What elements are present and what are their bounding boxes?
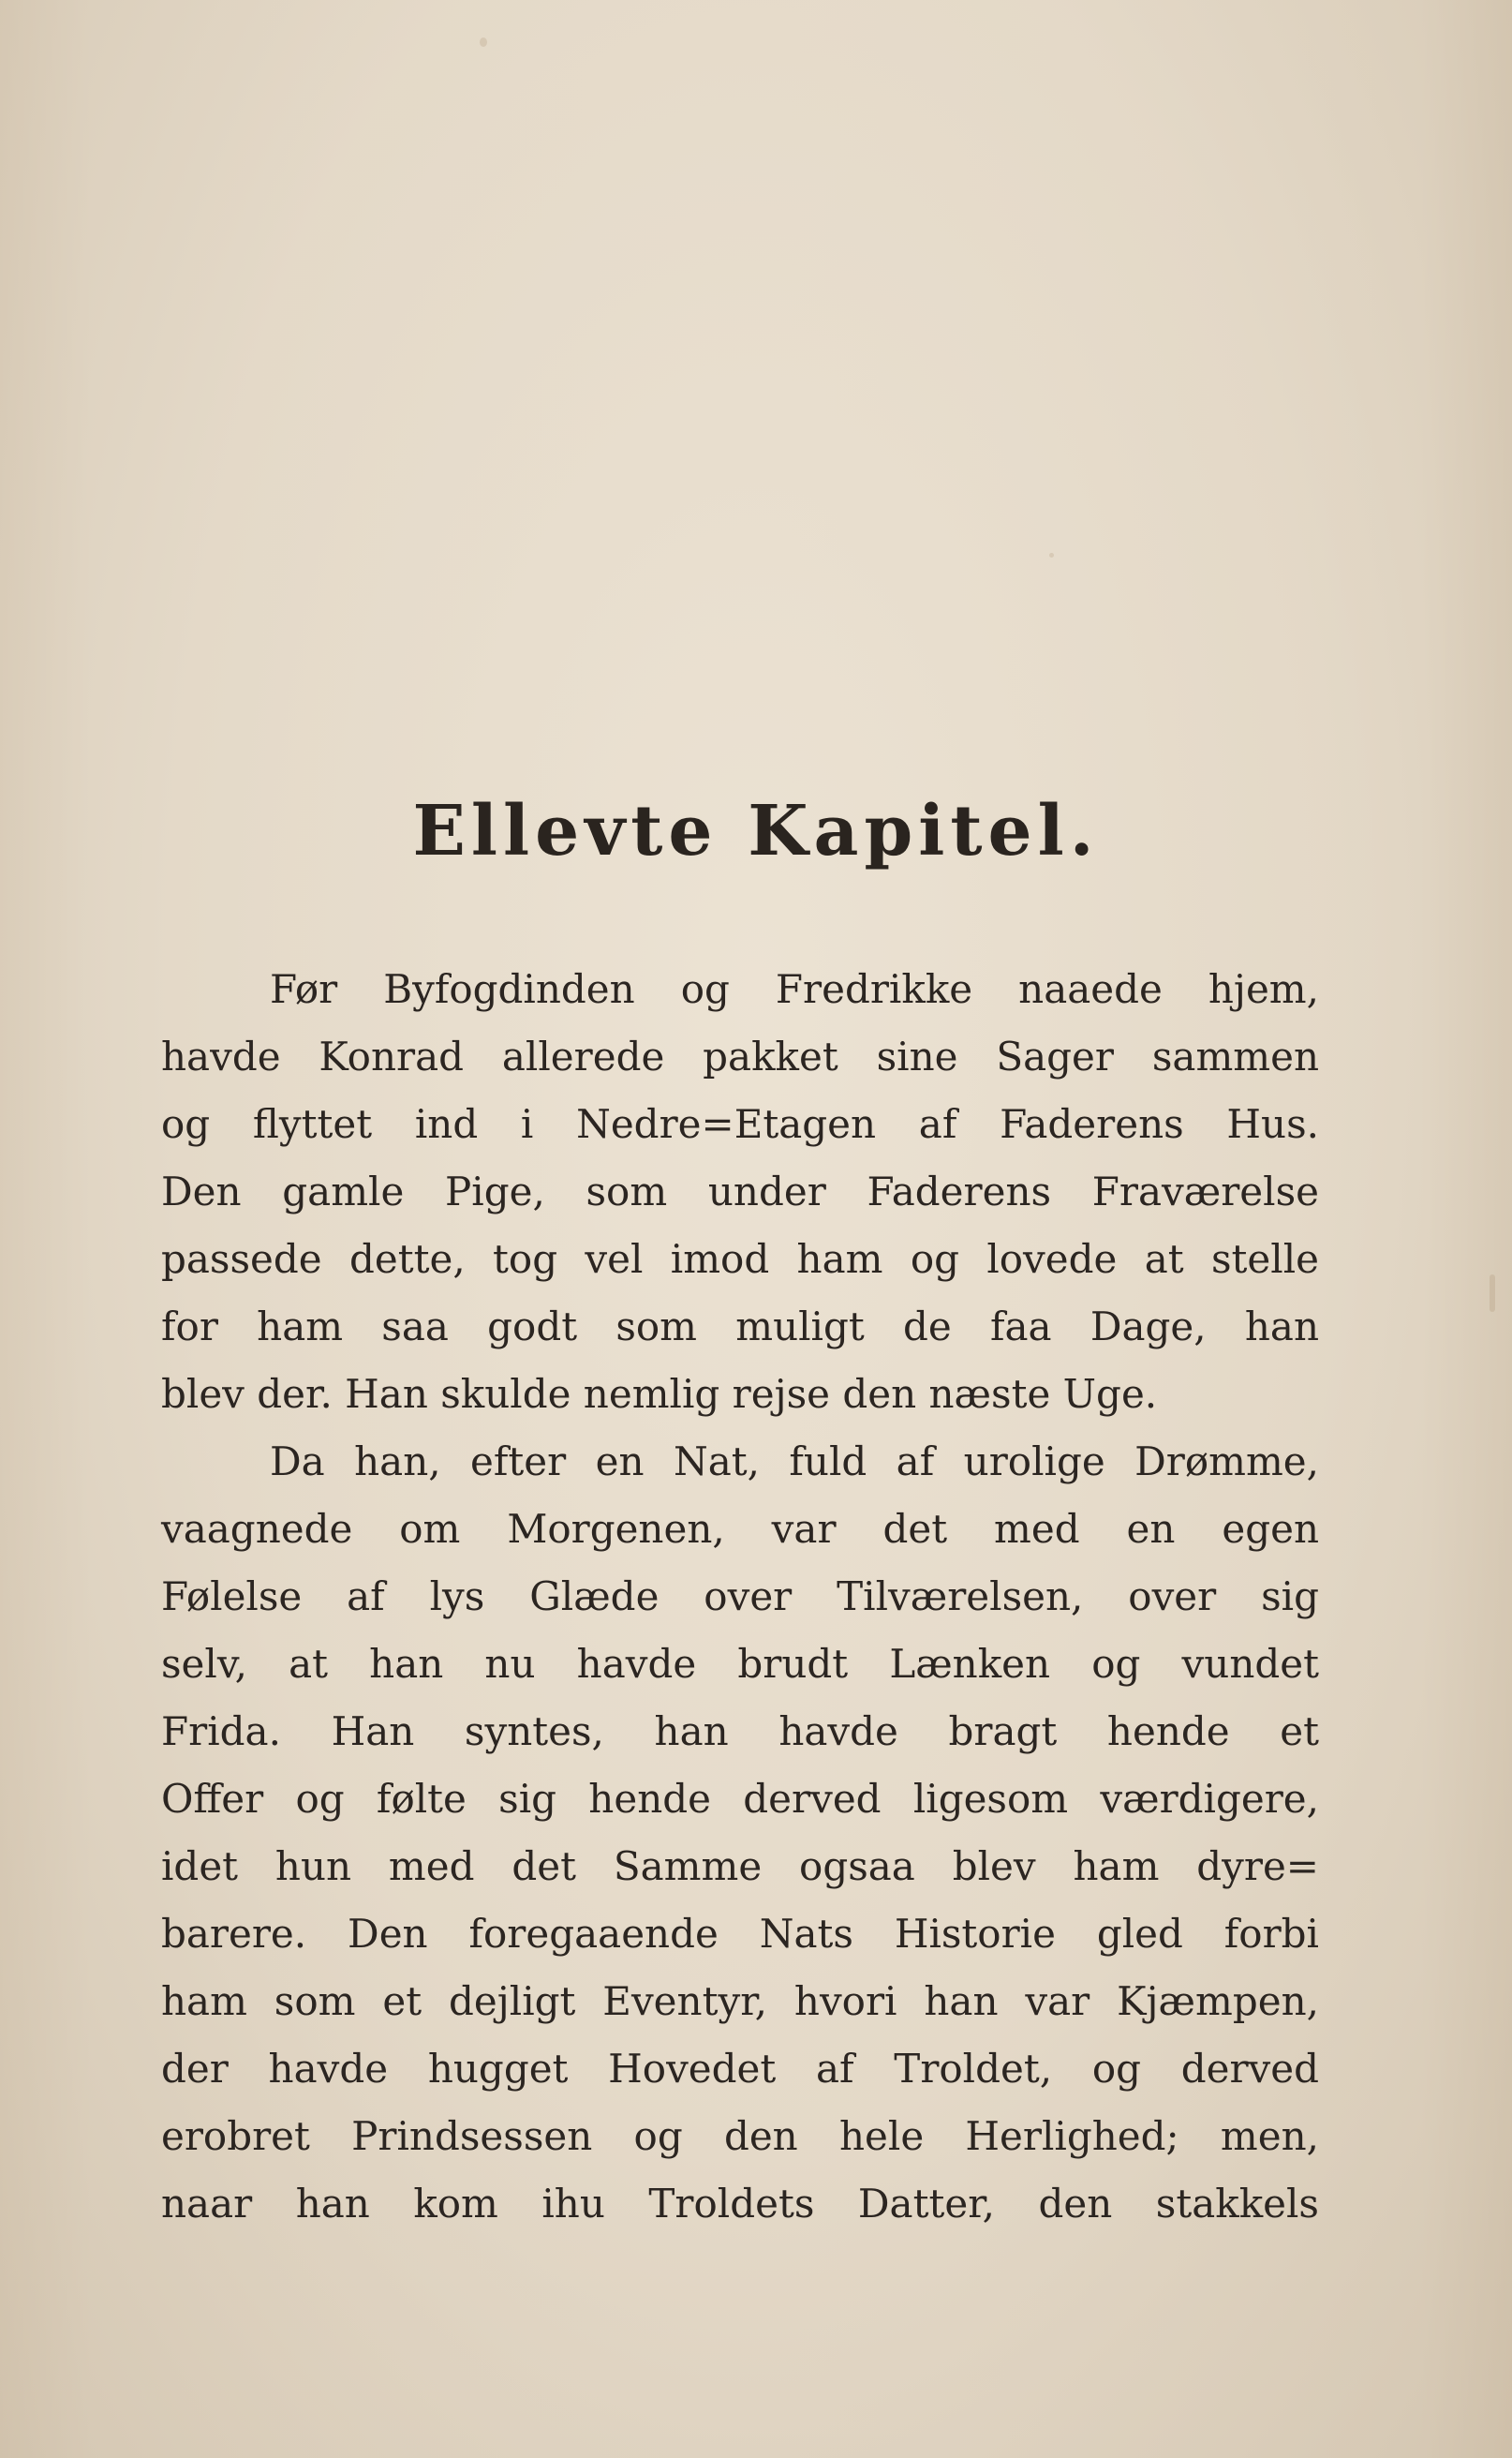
paper-stain (1049, 553, 1054, 558)
text-line: Frida. Han syntes, han havde bragt hende et (161, 1708, 1319, 1754)
text-line: for ham saa godt som muligt de faa Dage, han (161, 1303, 1319, 1349)
text-line: havde Konrad allerede pakket sine Sager sammen (161, 1034, 1319, 1080)
paper-stain (1490, 1274, 1495, 1312)
text-line: vaagnede om Morgenen, var det med en egen (161, 1506, 1319, 1552)
text-line: Følelse af lys Glæde over Tilværelsen, over sig (161, 1573, 1319, 1619)
chapter-title: Ellevte Kapitel. (412, 791, 1100, 871)
text-line: ham som et dejligt Eventyr, hvori han var Kjæmpen, (161, 1978, 1319, 2024)
text-line: Offer og følte sig hende derved ligesom værdigere, (161, 1776, 1319, 1822)
text-line: erobret Prindsessen og den hele Herlighed; men, (161, 2113, 1319, 2159)
text-line: passede dette, tog vel imod ham og lovede at stelle (161, 1236, 1319, 1282)
text-line: blev der. Han skulde nemlig rejse den næste Uge. (161, 1371, 1158, 1417)
text-line: naar han kom ihu Troldets Datter, den stakkels (161, 2181, 1319, 2227)
text-line: Da han, efter en Nat, fuld af urolige Drømme, (270, 1438, 1319, 1484)
body-text (161, 956, 1319, 2238)
text-line: Før Byfogdinden og Fredrikke naaede hjem, (270, 966, 1319, 1012)
paper-stain (480, 37, 487, 47)
text-line: Den gamle Pige, som under Faderens Fraværelse (161, 1169, 1319, 1214)
text-line: der havde hugget Hovedet af Troldet, og derved (161, 2046, 1319, 2092)
text-line: og flyttet ind i Nedre=Etagen af Faderens Hus. (161, 1101, 1319, 1147)
text-line: idet hun med det Samme ogsaa blev ham dyre= (161, 1843, 1319, 1889)
text-line: selv, at han nu havde brudt Lænken og vundet (161, 1641, 1319, 1687)
text-line: barere. Den foregaaende Nats Historie gled forbi (161, 1911, 1319, 1957)
